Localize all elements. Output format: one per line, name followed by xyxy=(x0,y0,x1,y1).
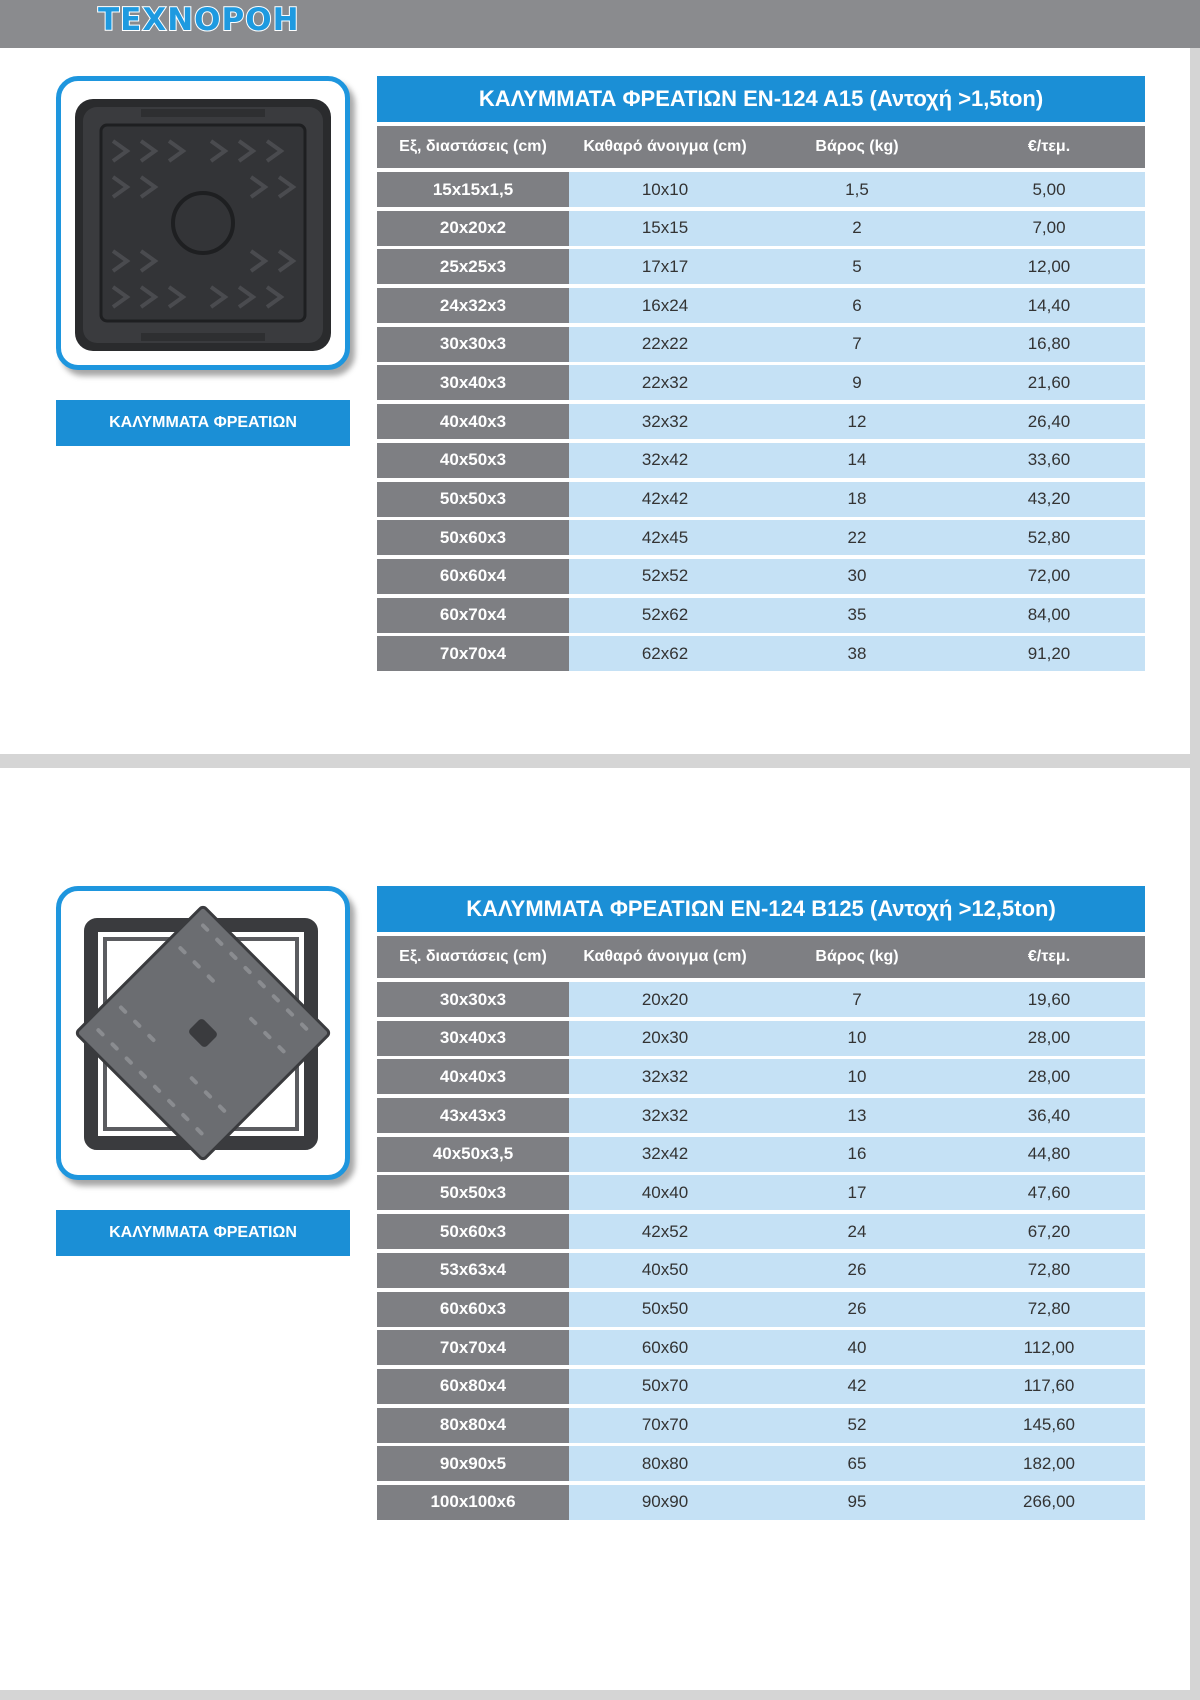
cell-opening: 32x42 xyxy=(569,443,761,478)
cell-dimensions: 50x60x3 xyxy=(377,1214,569,1249)
cell-opening: 17x17 xyxy=(569,249,761,284)
cell-dimensions: 50x50x3 xyxy=(377,482,569,517)
header-external-dimensions: Εξ, διαστάσεις (cm) xyxy=(399,138,547,155)
cell-price: 91,20 xyxy=(953,636,1145,671)
price-table-a15 xyxy=(377,76,1145,675)
cell-opening: 42x45 xyxy=(569,520,761,555)
cell-dimensions: 40x40x3 xyxy=(377,1059,569,1094)
manhole-cover-b125-image xyxy=(61,891,345,1175)
cell-price: 36,40 xyxy=(953,1098,1145,1133)
header-price: €/τεμ. xyxy=(1027,138,1071,155)
cell-opening: 15x15 xyxy=(569,211,761,246)
cell-weight: 13 xyxy=(761,1098,953,1133)
table-row xyxy=(377,1446,1145,1481)
table-row xyxy=(377,365,1145,400)
table-row xyxy=(377,327,1145,362)
header-clear-opening: Καθαρό άνοιγμα (cm) xyxy=(583,948,747,965)
cell-price: 5,00 xyxy=(953,172,1145,207)
category-label: ΚΑΛΥΜΜΑΤΑ ΦΡΕΑΤΙΩΝ xyxy=(56,400,350,446)
table-row xyxy=(377,1292,1145,1327)
cell-weight: 35 xyxy=(761,598,953,633)
bottom-edge-strip xyxy=(0,1690,1200,1700)
cell-price: 28,00 xyxy=(953,1059,1145,1094)
cell-weight: 38 xyxy=(761,636,953,671)
price-table-b125 xyxy=(377,886,1145,1524)
cell-opening: 60x60 xyxy=(569,1330,761,1365)
cell-weight: 26 xyxy=(761,1253,953,1288)
table-row xyxy=(377,1485,1145,1520)
cell-price: 33,60 xyxy=(953,443,1145,478)
brand-logo: ΤΕΧΝΟΡΟΗ xyxy=(98,2,300,38)
cell-dimensions: 50x50x3 xyxy=(377,1175,569,1210)
cell-price: 28,00 xyxy=(953,1021,1145,1056)
cell-dimensions: 60x60x3 xyxy=(377,1292,569,1327)
cell-opening: 52x62 xyxy=(569,598,761,633)
table-row xyxy=(377,443,1145,478)
cell-dimensions: 40x40x3 xyxy=(377,404,569,439)
cell-opening: 42x42 xyxy=(569,482,761,517)
cell-opening: 52x52 xyxy=(569,559,761,594)
cell-opening: 20x30 xyxy=(569,1021,761,1056)
cell-weight: 7 xyxy=(761,982,953,1017)
cell-price: 67,20 xyxy=(953,1214,1145,1249)
cell-weight: 9 xyxy=(761,365,953,400)
cell-weight: 6 xyxy=(761,288,953,323)
cell-dimensions: 40x50x3,5 xyxy=(377,1137,569,1172)
cell-price: 52,80 xyxy=(953,520,1145,555)
cell-price: 16,80 xyxy=(953,327,1145,362)
cell-dimensions: 60x80x4 xyxy=(377,1369,569,1404)
cell-opening: 42x52 xyxy=(569,1214,761,1249)
table-row xyxy=(377,1021,1145,1056)
cell-opening: 62x62 xyxy=(569,636,761,671)
cell-price: 117,60 xyxy=(953,1369,1145,1404)
cell-weight: 17 xyxy=(761,1175,953,1210)
cell-dimensions: 53x63x4 xyxy=(377,1253,569,1288)
table-row xyxy=(377,520,1145,555)
cell-weight: 65 xyxy=(761,1446,953,1481)
cell-weight: 22 xyxy=(761,520,953,555)
cell-price: 47,60 xyxy=(953,1175,1145,1210)
cell-dimensions: 20x20x2 xyxy=(377,211,569,246)
cell-weight: 95 xyxy=(761,1485,953,1520)
cell-dimensions: 25x25x3 xyxy=(377,249,569,284)
cell-opening: 20x20 xyxy=(569,982,761,1017)
cell-opening: 32x42 xyxy=(569,1137,761,1172)
cell-weight: 42 xyxy=(761,1369,953,1404)
cell-weight: 1,5 xyxy=(761,172,953,207)
cell-weight: 12 xyxy=(761,404,953,439)
table-row xyxy=(377,482,1145,517)
cell-opening: 40x40 xyxy=(569,1175,761,1210)
product-photo-frame xyxy=(56,886,350,1180)
cell-weight: 7 xyxy=(761,327,953,362)
cell-price: 72,80 xyxy=(953,1292,1145,1327)
header-price: €/τεμ. xyxy=(1027,948,1071,965)
table-row xyxy=(377,288,1145,323)
header-clear-opening: Καθαρό άνοιγμα (cm) xyxy=(583,138,747,155)
cell-opening: 32x32 xyxy=(569,1098,761,1133)
cell-weight: 26 xyxy=(761,1292,953,1327)
cell-price: 12,00 xyxy=(953,249,1145,284)
cell-dimensions: 80x80x4 xyxy=(377,1408,569,1443)
cell-opening: 22x22 xyxy=(569,327,761,362)
header-external-dimensions: Εξ. διαστάσεις (cm) xyxy=(399,948,547,965)
table-row xyxy=(377,982,1145,1017)
cell-price: 84,00 xyxy=(953,598,1145,633)
table-row xyxy=(377,1408,1145,1443)
cell-dimensions: 30x40x3 xyxy=(377,365,569,400)
cell-price: 182,00 xyxy=(953,1446,1145,1481)
cell-price: 266,00 xyxy=(953,1485,1145,1520)
table-row xyxy=(377,1369,1145,1404)
cell-dimensions: 30x40x3 xyxy=(377,1021,569,1056)
cell-price: 145,60 xyxy=(953,1408,1145,1443)
cell-weight: 52 xyxy=(761,1408,953,1443)
cell-opening: 70x70 xyxy=(569,1408,761,1443)
cell-dimensions: 30x30x3 xyxy=(377,982,569,1017)
cell-price: 14,40 xyxy=(953,288,1145,323)
header-weight: Βάρος (kg) xyxy=(815,948,899,965)
cell-dimensions: 90x90x5 xyxy=(377,1446,569,1481)
cell-dimensions: 70x70x4 xyxy=(377,1330,569,1365)
cell-weight: 5 xyxy=(761,249,953,284)
table-body xyxy=(377,982,1145,1520)
table-row xyxy=(377,1098,1145,1133)
cell-opening: 50x70 xyxy=(569,1369,761,1404)
cell-weight: 30 xyxy=(761,559,953,594)
table-row xyxy=(377,1175,1145,1210)
table-body xyxy=(377,172,1145,671)
cell-price: 26,40 xyxy=(953,404,1145,439)
cell-price: 72,00 xyxy=(953,559,1145,594)
product-photo-frame xyxy=(56,76,350,370)
cell-dimensions: 43x43x3 xyxy=(377,1098,569,1133)
table-row xyxy=(377,636,1145,671)
cell-opening: 40x50 xyxy=(569,1253,761,1288)
cell-dimensions: 40x50x3 xyxy=(377,443,569,478)
cell-opening: 32x32 xyxy=(569,404,761,439)
cell-weight: 2 xyxy=(761,211,953,246)
cell-opening: 32x32 xyxy=(569,1059,761,1094)
cell-weight: 18 xyxy=(761,482,953,517)
table-header-row xyxy=(377,936,1145,978)
table-row xyxy=(377,249,1145,284)
cell-price: 19,60 xyxy=(953,982,1145,1017)
table-row xyxy=(377,598,1145,633)
table-row xyxy=(377,404,1145,439)
cell-price: 43,20 xyxy=(953,482,1145,517)
right-edge-strip xyxy=(1190,48,1200,1700)
table-row xyxy=(377,1253,1145,1288)
cell-weight: 40 xyxy=(761,1330,953,1365)
cell-opening: 22x32 xyxy=(569,365,761,400)
cell-dimensions: 60x70x4 xyxy=(377,598,569,633)
cell-opening: 16x24 xyxy=(569,288,761,323)
cell-dimensions: 60x60x4 xyxy=(377,559,569,594)
cell-dimensions: 30x30x3 xyxy=(377,327,569,362)
cell-price: 112,00 xyxy=(953,1330,1145,1365)
cell-price: 44,80 xyxy=(953,1137,1145,1172)
cell-weight: 16 xyxy=(761,1137,953,1172)
table-row xyxy=(377,1330,1145,1365)
cell-opening: 50x50 xyxy=(569,1292,761,1327)
table-header-row xyxy=(377,126,1145,168)
table-row xyxy=(377,559,1145,594)
table-title: ΚΑΛΥΜΜΑΤΑ ΦΡΕΑΤΙΩΝ ΕΝ-124 Α15 (Αντοχή >1,5ton) xyxy=(377,76,1145,122)
cell-dimensions: 100x100x6 xyxy=(377,1485,569,1520)
header-bar xyxy=(0,0,1200,48)
table-row xyxy=(377,172,1145,207)
table-row xyxy=(377,1214,1145,1249)
table-row xyxy=(377,1137,1145,1172)
table-row xyxy=(377,211,1145,246)
category-label: ΚΑΛΥΜΜΑΤΑ ΦΡΕΑΤΙΩΝ xyxy=(56,1210,350,1256)
cell-dimensions: 70x70x4 xyxy=(377,636,569,671)
cell-price: 21,60 xyxy=(953,365,1145,400)
header-weight: Βάρος (kg) xyxy=(815,138,899,155)
cell-dimensions: 50x60x3 xyxy=(377,520,569,555)
cell-weight: 14 xyxy=(761,443,953,478)
section-divider xyxy=(0,754,1200,768)
cell-price: 72,80 xyxy=(953,1253,1145,1288)
manhole-cover-a15-image xyxy=(61,81,345,365)
cell-opening: 10x10 xyxy=(569,172,761,207)
table-row xyxy=(377,1059,1145,1094)
cell-weight: 10 xyxy=(761,1021,953,1056)
cell-opening: 80x80 xyxy=(569,1446,761,1481)
cell-weight: 10 xyxy=(761,1059,953,1094)
cell-dimensions: 15x15x1,5 xyxy=(377,172,569,207)
cell-price: 7,00 xyxy=(953,211,1145,246)
cell-weight: 24 xyxy=(761,1214,953,1249)
table-title: ΚΑΛΥΜΜΑΤΑ ΦΡΕΑΤΙΩΝ ΕΝ-124 Β125 (Αντοχή >12,5ton) xyxy=(377,886,1145,932)
cell-opening: 90x90 xyxy=(569,1485,761,1520)
cell-dimensions: 24x32x3 xyxy=(377,288,569,323)
